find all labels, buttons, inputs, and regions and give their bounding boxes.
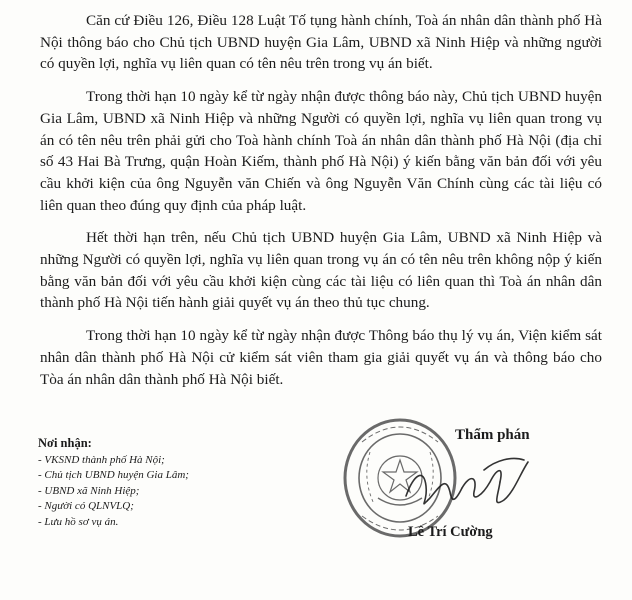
recipient-item: - UBND xã Ninh Hiệp; [38, 484, 288, 500]
recipients-list [38, 453, 288, 531]
signer-title: Thẩm phán [455, 427, 530, 443]
paragraph-legal-basis: Căn cứ Điều 126, Điều 128 Luật Tố tụng hành chính, Toà án nhân dân thành phố Hà Nội thông báo cho Chủ tịch UBND huyện Gia Lâm, UBND xã Ninh Hiệp và những người có quyền lợi, nghĩa vụ liên quan có tên nêu trên trong vụ án biết. [40, 12, 602, 73]
recipients-block [38, 436, 288, 530]
paragraph-procuracy: Trong thời hạn 10 ngày kể từ ngày nhận được Thông báo thụ lý vụ án, Viện kiểm sát nhân dân thành phố Hà Nội cử kiểm sát viên tham gia giải quyết vụ án và thông báo cho Tòa án nhân dân thành phố Hà Nội biết. [40, 327, 602, 388]
recipient-item: - VKSND thành phố Hà Nội; [38, 453, 288, 469]
signer-name: Lê Trí Cường [408, 524, 493, 540]
paragraph-consequence: Hết thời hạn trên, nếu Chủ tịch UBND huyện Gia Lâm, UBND xã Ninh Hiệp và những Người có quyền lợi, nghĩa vụ liên quan trong vụ án có tên nêu trên không nộp ý kiến bằng văn bản đối với yêu cầu khởi kiện cùng các tài liệu có liên quan thì Toà án nhân dân thành phố Hà Nội tiến hành giải quyết vụ án theo thủ tục chung. [40, 229, 602, 312]
paragraph-deadline: Trong thời hạn 10 ngày kể từ ngày nhận được thông báo này, Chủ tịch UBND huyện Gia Lâm, UBND xã Ninh Hiệp và những Người có quyền lợi, nghĩa vụ liên quan trong vụ án có tên nêu trên phải gửi cho Toà hành chính Toà án nhân dân thành phố Hà Nội (địa chỉ số 43 Hai Bà Trưng, quận Hoàn Kiếm, thành phố Hà Nội) ý kiến bằng văn bản đối với yêu cầu khởi kiện của ông Nguyễn văn Chiến và ông Nguyễn Văn Chính cùng các tài liệu có liên quan theo đúng quy định của pháp luật. [40, 88, 602, 214]
recipients-title: Nơi nhận: [38, 436, 92, 450]
notice-body [40, 10, 602, 401]
recipient-item: - Người có QLNVLQ; [38, 499, 288, 515]
recipient-item: - Chủ tịch UBND huyện Gia Lâm; [38, 468, 288, 484]
handwritten-signature-icon [400, 452, 540, 522]
recipient-item: - Lưu hồ sơ vụ án. [38, 515, 288, 531]
